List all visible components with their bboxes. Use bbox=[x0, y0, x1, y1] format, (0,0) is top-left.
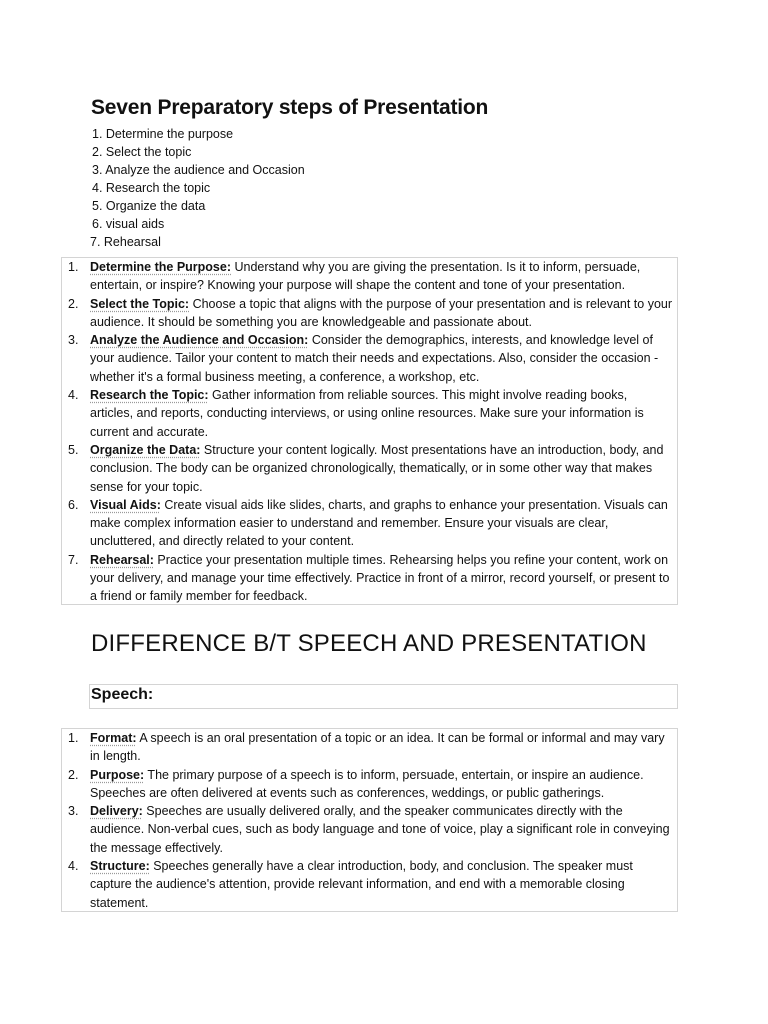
outline-item: 3. Analyze the audience and Occasion bbox=[92, 163, 305, 177]
list-item bbox=[62, 729, 677, 766]
item-text: Choose a topic that aligns with the purpose of your presentation and is relevant to your audience. It should be something you are knowledgeable and passionate about. bbox=[90, 296, 673, 329]
outline-item: 6. visual aids bbox=[92, 217, 165, 231]
item-text: Gather information from reliable sources. This might involve reading books, articles, and reports, conducting interviews, or using online resources. Make sure your information is current and accurate. bbox=[90, 388, 644, 439]
section-heading: DIFFERENCE B/T SPEECH AND PRESENTATION bbox=[91, 630, 647, 657]
item-number: 3. bbox=[68, 333, 79, 348]
list-item bbox=[62, 802, 677, 857]
list-item bbox=[62, 551, 677, 606]
outline-item: 7. Rehearsal bbox=[90, 235, 161, 249]
item-number: 1. bbox=[68, 260, 79, 274]
item-term: Purpose: bbox=[90, 767, 145, 782]
item-number: 2. bbox=[68, 767, 79, 782]
item-term: Visual Aids: bbox=[90, 497, 161, 512]
item-term: Rehearsal: bbox=[90, 552, 154, 567]
speech-heading: Speech: bbox=[89, 684, 678, 709]
item-term: Organize the Data: bbox=[90, 442, 201, 457]
item-number: 4. bbox=[68, 859, 79, 874]
item-term: Select the Topic: bbox=[90, 296, 190, 311]
speech-detail-list bbox=[62, 729, 677, 912]
list-item bbox=[62, 295, 677, 332]
list-item bbox=[62, 441, 677, 496]
outline-item: 4. Research the topic bbox=[92, 181, 211, 195]
list-item bbox=[62, 386, 677, 441]
item-number: 3. bbox=[68, 804, 79, 819]
speech-detail-box bbox=[61, 728, 678, 912]
outline-item: 1. Determine the purpose bbox=[92, 127, 234, 141]
steps-detail-box bbox=[61, 257, 678, 605]
item-term: Analyze the Audience and Occasion: bbox=[90, 333, 309, 348]
item-number: 5. bbox=[68, 442, 79, 457]
steps-detail-list bbox=[62, 258, 677, 606]
item-text: Understand why you are giving the presentation. Is it to inform, persuade, entertain, or inspire? Knowing your purpose will shape the content and tone of your presentation. bbox=[90, 260, 641, 293]
item-number: 2. bbox=[68, 296, 79, 311]
list-item bbox=[62, 496, 677, 551]
item-number: 7. bbox=[68, 552, 79, 567]
item-text: A speech is an oral presentation of a topic or an idea. It can be formal or informal and may vary in length. bbox=[90, 731, 665, 764]
item-text: Consider the demographics, interests, and knowledge level of your audience. Tailor your content to match their needs and expectations. Also, consider the occasion - whether it's a formal business meeting, a conference, a workshop, etc. bbox=[90, 333, 659, 384]
item-term: Format: bbox=[90, 731, 137, 745]
list-item bbox=[62, 766, 677, 803]
steps-outline bbox=[92, 125, 305, 251]
outline-item: 5. Organize the data bbox=[92, 199, 206, 213]
item-term: Determine the Purpose: bbox=[90, 260, 232, 274]
item-term: Research the Topic: bbox=[90, 388, 209, 403]
item-text: Create visual aids like slides, charts, and graphs to enhance your presentation. Visuals can make complex information easier to understand and remember. Ensure your visuals are clear, uncluttered, and directly related to your content. bbox=[90, 497, 668, 549]
item-text: Structure your content logically. Most presentations have an introduction, body, and conclusion. The body can be organized chronologically, thematically, or in some other way that makes sense for your topic. bbox=[90, 442, 664, 494]
item-term: Delivery: bbox=[90, 804, 143, 819]
list-item bbox=[62, 331, 677, 386]
item-text: Speeches are usually delivered orally, and the speaker communicates directly with the audience. Non-verbal cues, such as body language and tone of voice, play a significant role in conveying the message effectively. bbox=[90, 804, 670, 855]
item-text: The primary purpose of a speech is to inform, persuade, entertain, or inspire an audience. Speeches are often delivered at events such as conferences, weddings, or public gatherings. bbox=[90, 767, 644, 800]
item-term: Structure: bbox=[90, 859, 150, 874]
list-item bbox=[62, 857, 677, 912]
page-title: Seven Preparatory steps of Presentation bbox=[91, 96, 489, 119]
outline-item: 2. Select the topic bbox=[92, 145, 192, 159]
item-text: Practice your presentation multiple times. Rehearsing helps you refine your content, work on your delivery, and manage your time effectively. Practice in front of a mirror, record yourself, or present to a friend or family member for feedback. bbox=[90, 552, 670, 604]
item-number: 1. bbox=[68, 731, 79, 745]
list-item bbox=[62, 258, 677, 295]
item-text: Speeches generally have a clear introduction, body, and conclusion. The speaker must capture the audience's attention, provide relevant information, and end with a memorable closing statement. bbox=[90, 859, 633, 910]
item-number: 4. bbox=[68, 388, 79, 403]
item-number: 6. bbox=[68, 497, 79, 512]
